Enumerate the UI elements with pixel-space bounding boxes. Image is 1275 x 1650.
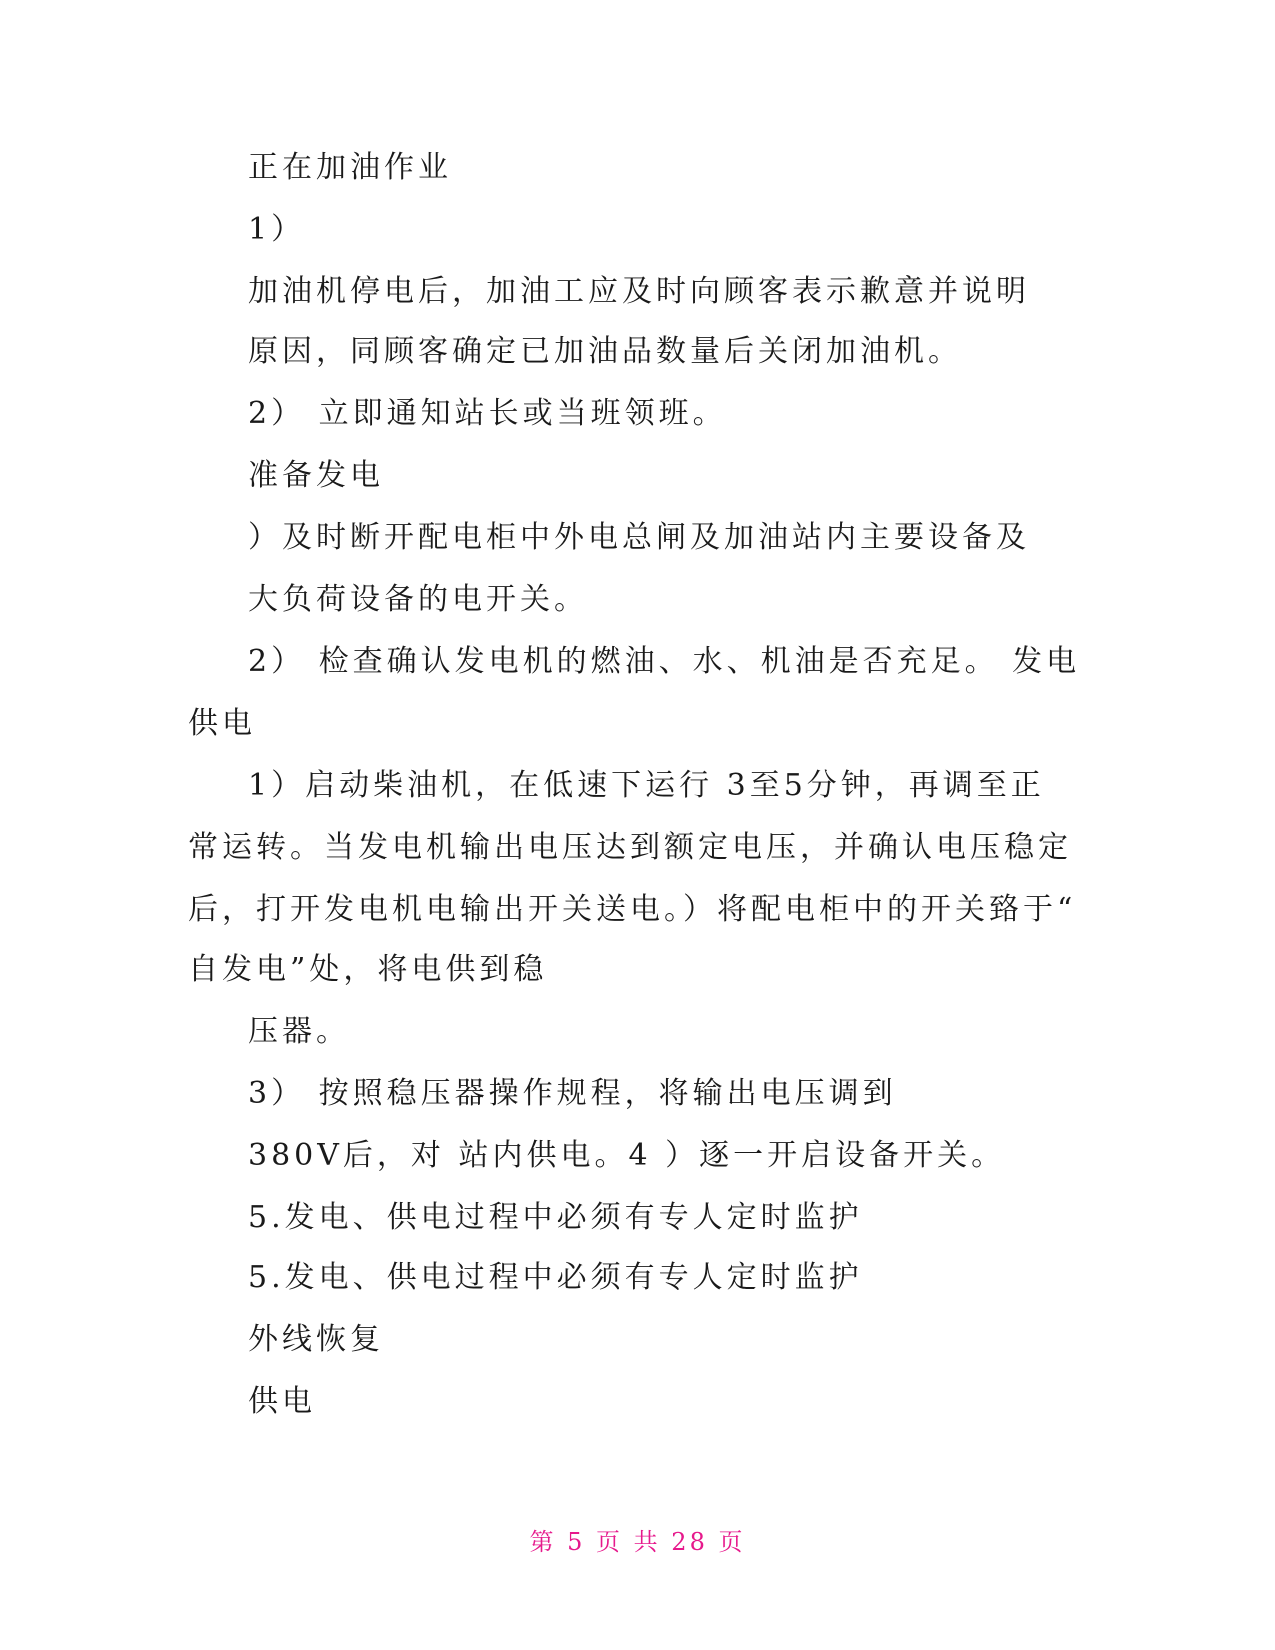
text-line: 1）: [248, 212, 306, 247]
text-line: 正在加油作业: [248, 150, 452, 185]
text-line: 5.发电、供电过程中必须有专人定时监护: [248, 1200, 863, 1235]
text-line: 大负荷设备的电开关。: [248, 582, 588, 617]
text-line: 加油机停电后，加油工应及时向顾客表示歉意并说明: [248, 274, 1030, 309]
text-line: 380V后，对 站内供电。4 ）逐一开启设备开关。: [248, 1138, 1006, 1173]
text-line: 供电: [248, 1384, 316, 1419]
text-line: 外线恢复: [248, 1322, 384, 1357]
text-line: 1）启动柴油机，在低速下运行 3至5分钟，再调至正: [248, 768, 1045, 803]
text-line: 3） 按照稳压器操作规程，将输出电压调到: [248, 1076, 897, 1111]
page-number-footer: 第 5 页 共 28 页: [529, 1528, 746, 1556]
text-line: 后，打开发电机电输出开关送电。）将配电柜中的开关臵于“: [188, 892, 1077, 927]
text-line: 自发电”处，将电供到稳: [188, 952, 548, 987]
text-line: 原因，同顾客确定已加油品数量后关闭加油机。: [248, 334, 962, 369]
text-line: 2） 检查确认发电机的燃油、水、机油是否充足。 发电: [248, 644, 1081, 679]
text-line: 5.发电、供电过程中必须有专人定时监护: [248, 1260, 863, 1295]
text-line: ）及时断开配电柜中外电总闸及加油站内主要设备及: [248, 520, 1030, 555]
text-line: 2） 立即通知站长或当班领班。: [248, 396, 727, 431]
text-line: 准备发电: [248, 458, 384, 493]
text-line: 常运转。当发电机输出电压达到额定电压，并确认电压稳定: [188, 830, 1072, 865]
text-line: 供电: [188, 706, 256, 741]
text-line: 压器。: [248, 1014, 350, 1049]
